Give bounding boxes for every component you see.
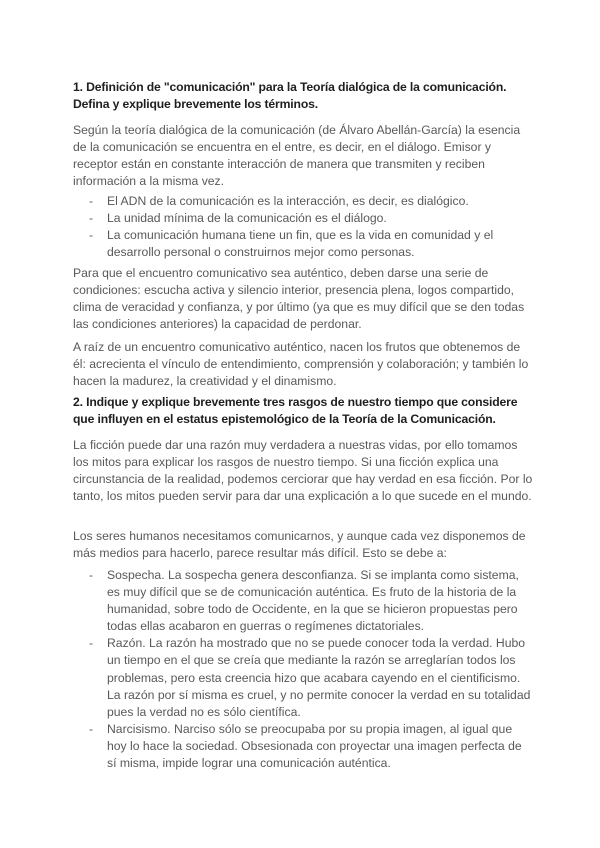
section-2-paragraph-1: La ficción puede dar una razón muy verdadera a nuestras vidas, por ello tomamos los mitos para explicar los rasgos de nuestro tiempo. Si una ficción explica una circunstancia de la realidad, podemos cerciorar que hay verdad en esa ficción. Por lo tanto, los mitos pueden servir para dar una explicación a lo que sucede en el mundo. [73,438,533,504]
list-item: - La unidad mínima de la comunicación es el diálogo. [73,210,533,227]
section-1-paragraph-1: Según la teoría dialógica de la comunicación (de Álvaro Abellán-García) la esencia de la comunicación se encuentra en el entre, es decir, en el diálogo. Emisor y receptor están en constante interacción de manera que transmiten y reciben información a la misma vez. [73,123,521,189]
list-item: - Sospecha. La sospecha genera desconfianza. Si se implanta como sistema, es muy difícil que se de comunicación auténtica. Es fruto de la historia de la humanidad, sobre todo de Occidente, en la que se hicieron propuestas pero todas ellas acabaron en guerras o regímenes dictatoriales. [73,567,533,635]
list-item: - El ADN de la comunicación es la interacción, es decir, es dialógico. [73,193,533,210]
section-1-paragraph-2: Para que el encuentro comunicativo sea auténtico, deben darse una serie de condiciones: escucha activa y silencio interior, presencia plena, logos compartido, clima de veracidad y confianza, y por último (ya que es muy difícil que se den todas las condiciones anteriores) la capacidad de perdonar. [73,266,525,332]
section-1-bullet-list [73,193,533,261]
section-2-bullet-list [73,567,533,772]
list-item: - La comunicación humana tiene un fin, que es la vida en comunidad y el desarrollo personal o construirnos mejor como personas. [73,227,533,261]
list-item: - Razón. La razón ha mostrado que no se puede conocer toda la verdad. Hubo un tiempo en el que se creía que mediante la razón se arreglarían todos los problemas, pero esta creencia hizo que acabara cayendo en el cientificismo. La razón por sí misma es cruel, y no permite conocer la verdad en su totalidad pues la verdad no es sólo científica. [73,635,533,720]
list-item: - Narcisismo. Narciso sólo se preocupaba por su propia imagen, al igual que hoy lo hace la sociedad. Obsesionada con proyectar una imagen perfecta de sí misma, impide lograr una comunicación auténtica. [73,721,533,772]
section-1-paragraph-3: A raíz de un encuentro comunicativo auténtico, nacen los frutos que obtenemos de él: acrecienta el vínculo de entendimiento, comprensión y colaboración; y también lo hacen la madurez, la creatividad y el dinamismo. [73,340,529,389]
section-2-heading: 2. Indique y explique brevemente tres rasgos de nuestro tiempo que considere que influyen en el estatus epistemológico de la Teoría de la Comunicación. [73,395,518,427]
section-2-paragraph-2: Los seres humanos necesitamos comunicarnos, y aunque cada vez disponemos de más medios para hacerlo, parece resultar más difícil. Esto se debe a: [73,529,526,561]
section-1-heading: 1. Definición de "comunicación" para la Teoría dialógica de la comunicación. Defina y explique brevemente los términos. [73,80,507,112]
